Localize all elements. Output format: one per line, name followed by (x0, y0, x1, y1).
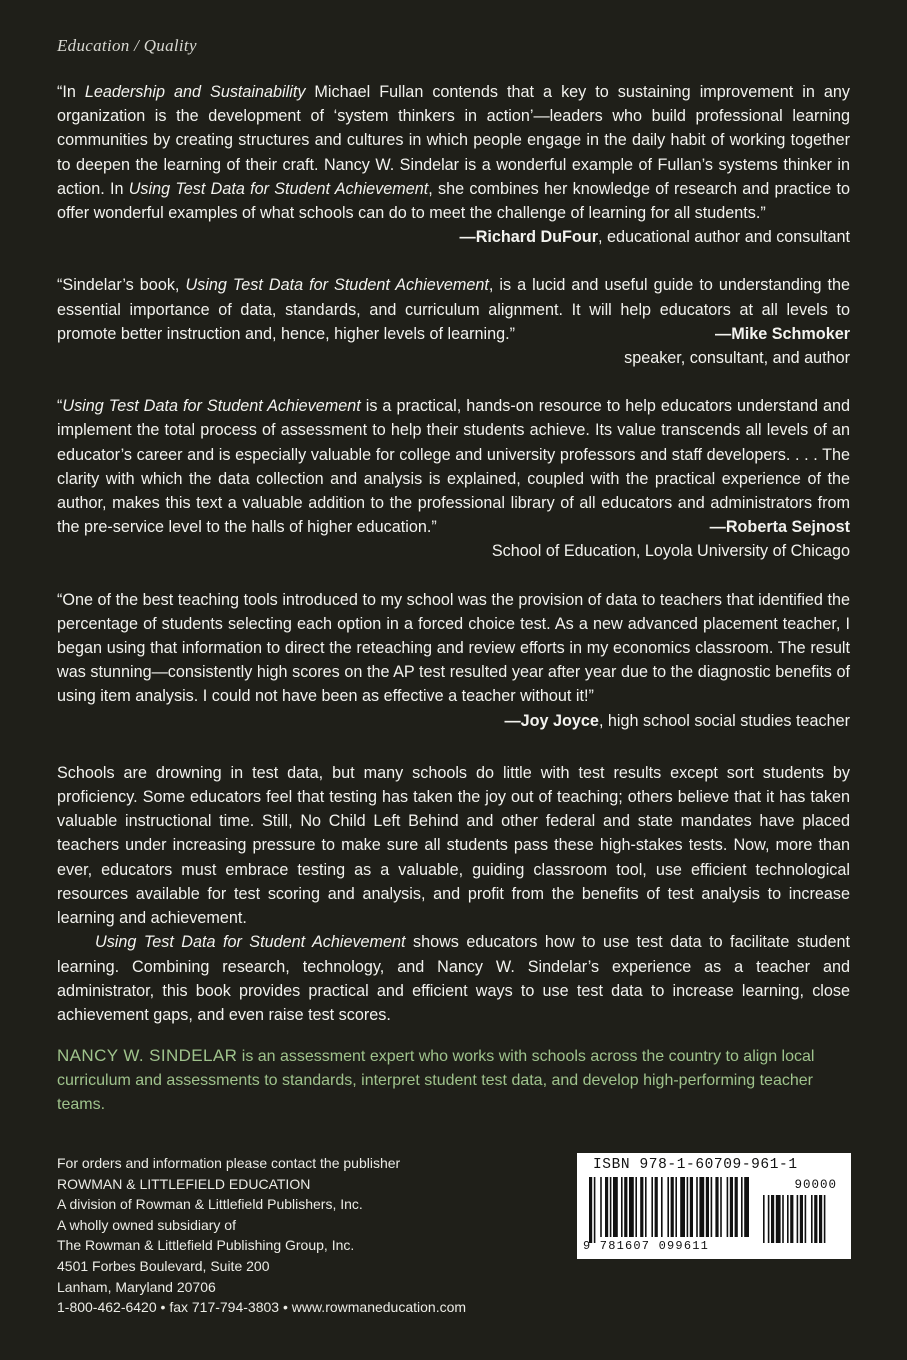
barcode-bar (651, 1177, 653, 1237)
barcode-bar (594, 1177, 596, 1243)
barcode-bar (675, 1177, 677, 1237)
barcode-bar (741, 1177, 743, 1237)
barcode-bar (661, 1177, 663, 1237)
price-code: 90000 (794, 1178, 837, 1192)
author-bio: NANCY W. SINDELAR is an assessment expert who works with schools across the country to align local curriculum and assessments to standards, interpret student test data, and develop high-performing teacher teams. (57, 1046, 815, 1113)
quote-text: “Using Test Data for Student Achievement is a practical, hands-on resource to help educators understand and implement the total process of assessment to help their students achieve. Its value transcends all levels of an educator’s career and is especially valuable for college and university professors and staff developers. . . . The clarity with which the data collection and analysis is explained, coupled with the practical experience of the author, makes this text a valuable addition to the professional library of all educators and administrators from the pre-service level to the halls of higher education.” —Roberta Sejnost (57, 394, 850, 539)
barcode-bar (744, 1177, 749, 1237)
barcode-addon-bar (763, 1195, 765, 1243)
quote-text: “One of the best teaching tools introduced to my school was the provision of data to teachers that identified the percentage of students selecting each option in a forced choice test. As a new advanced placement teacher, I began using that information to direct the reteaching and review efforts in my economics classroom. The result was stunning—consistently high scores on the AP test resulted year after year due to the diagnostic benefits of using item analysis. I could not have been as effective a teacher without it!” (57, 590, 850, 706)
barcode-bar (730, 1177, 733, 1237)
barcode-bar (610, 1177, 612, 1237)
barcode-bar (645, 1177, 647, 1237)
barcode-addon-bar (782, 1195, 784, 1243)
barcode-bar (715, 1177, 718, 1237)
barcode-addon-bar (819, 1195, 822, 1243)
barcode-bar (605, 1177, 608, 1237)
quote-attribution: speaker, consultant, and author (624, 349, 850, 368)
barcode-addon-bar (776, 1195, 781, 1243)
quote-attribution: —Joy Joyce, high school social studies teacher (504, 711, 850, 730)
isbn-barcode (577, 1153, 851, 1259)
barcode-bar (699, 1177, 704, 1237)
quote-joyce (57, 588, 850, 733)
barcode-addon-bar (814, 1195, 817, 1243)
barcode-bar (687, 1177, 689, 1237)
barcode-bar (696, 1177, 698, 1237)
barcode-digits: 9 781607 099611 (583, 1239, 710, 1253)
book-description (57, 761, 850, 1027)
barcode-bar (589, 1177, 592, 1243)
barcode-addon-bar (787, 1195, 789, 1243)
barcode-bar (667, 1177, 669, 1237)
back-cover-text (57, 80, 850, 1027)
barcode-bar (635, 1177, 637, 1237)
barcode-bar (600, 1177, 602, 1237)
quote-attribution: School of Education, Loyola University of Chicago (491, 542, 850, 561)
barcode-bar (727, 1177, 729, 1237)
isbn-number: ISBN 978-1-60709-961-1 (593, 1157, 798, 1173)
category-label: Education / Quality (57, 36, 197, 55)
barcode-addon-bar (797, 1195, 799, 1243)
barcode-bar (735, 1177, 738, 1237)
contact-line: A division of Rowman & Littlefield Publishers, Inc. (57, 1196, 363, 1213)
barcode-addon-bar (768, 1195, 770, 1243)
contact-line: The Rowman & Littlefield Publishing Group, Inc. (57, 1237, 355, 1254)
quote-text: “In Leadership and Sustainability Michael Fullan contends that a key to sustaining improvement in any organization is the development of ‘system thinkers in action’—leaders who build professional learning communities by creating structures and cultures in which people engage in the daily habit of working together to deepen the learning of their craft. Nancy W. Sindelar is a wonderful example of Fullan’s systems thinker in action. In Using Test Data for Student Achievement, she combines her knowledge of research and practice to offer wonderful examples of what schools can do to meet the challenge of learning for all students.” (57, 83, 850, 223)
barcode-bar (621, 1177, 623, 1237)
barcode-bar (671, 1177, 674, 1237)
contact-line: ROWMAN & LITTLEFIELD EDUCATION (57, 1175, 311, 1192)
author-name: NANCY W. SINDELAR (57, 1046, 238, 1065)
quote-attribution: —Richard DuFour, educational author and consultant (459, 228, 850, 247)
barcode-bar (629, 1177, 634, 1237)
barcode-bar (655, 1177, 658, 1237)
contact-line: For orders and information please contact the publisher (57, 1155, 401, 1171)
quote-dufour (57, 80, 850, 249)
barcode-addon-bar (805, 1195, 807, 1243)
contact-line: Lanham, Maryland 20706 (57, 1278, 216, 1295)
barcode-bar (640, 1177, 643, 1237)
barcode-bar (624, 1177, 627, 1237)
barcode-addon-bar (790, 1195, 793, 1243)
quote-author: —Mike Schmoker (715, 324, 850, 343)
barcode-addon-bar (824, 1195, 826, 1243)
barcode-bar (720, 1177, 722, 1237)
barcode-bar (680, 1177, 685, 1237)
contact-line: 1-800-462-6420 • fax 717-794-3803 • www.rowmaneducation.com (57, 1299, 467, 1316)
barcode-bar (711, 1177, 713, 1237)
barcode-addon-bar (811, 1195, 813, 1243)
barcode-addon-bar (800, 1195, 803, 1243)
contact-line: 4501 Forbes Boulevard, Suite 200 (57, 1257, 270, 1274)
barcode-addon-bar (771, 1195, 774, 1243)
barcode-bar (706, 1177, 709, 1237)
quote-text: “Sindelar’s book, Using Test Data for Student Achievement, is a lucid and useful guide to understanding the essential importance of data, standards, and curriculum alignment. It will help educators at all levels to promote better instruction and, hence, higher levels of learning.” —Mike Schmoker (57, 273, 850, 346)
quote-sejnost (57, 394, 850, 563)
description-paragraph: Schools are drowning in test data, but many schools do little with test results except sort students by proficiency. Some educators feel that testing has taken the joy out of teaching; others believe that it has taken valuable instructional time. Still, No Child Left Behind and other federal and state mandates have placed teachers under increasing pressure to make sure all students pass these high-stakes tests. Now, more than ever, educators must embrace testing as a valuable, guiding classroom tool, use efficient technological resources available for test scoring and analysis, and profit from the benefits of test analysis to increase learning and achievement. (57, 763, 850, 928)
contact-line: A wholly owned subsidiary of (57, 1216, 236, 1233)
description-paragraph: Using Test Data for Student Achievement shows educators how to use test data to facilitate student learning. Combining research, technology, and Nancy W. Sindelar’s experience as a teacher and administrator, this book provides practical and efficient ways to use test data to increase learning, close achievement gaps, and even raise test scores. (57, 933, 850, 1024)
publisher-contact (57, 1153, 557, 1318)
barcode-bar (613, 1177, 618, 1237)
barcode-bar (690, 1177, 693, 1237)
quote-author: —Roberta Sejnost (709, 518, 850, 537)
quote-schmoker (57, 273, 850, 370)
